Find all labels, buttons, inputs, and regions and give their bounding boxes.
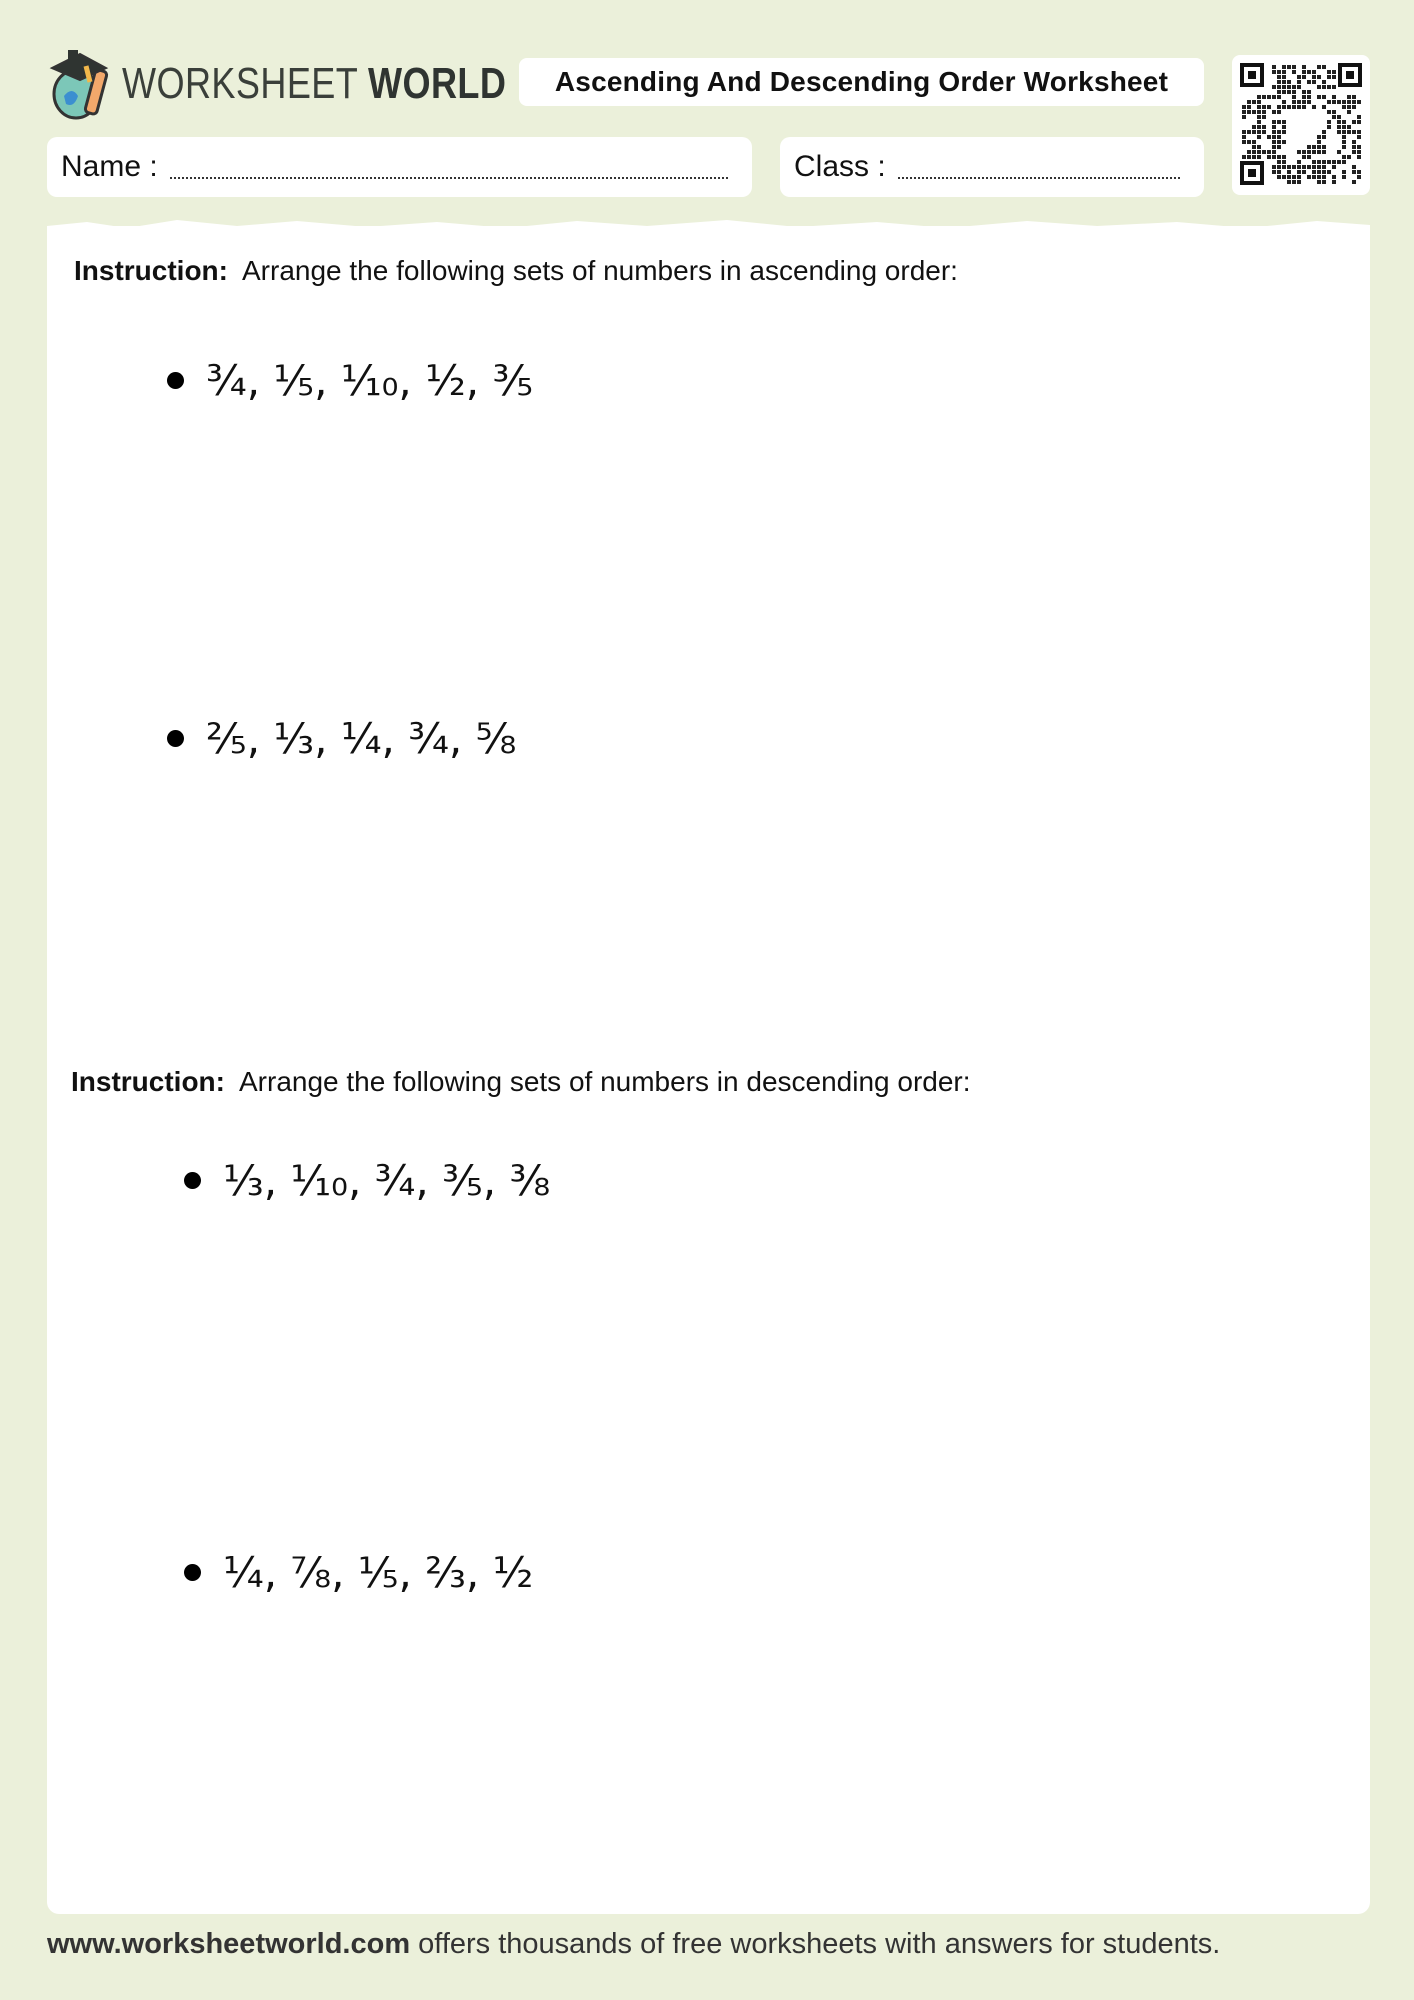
fraction-set: ⅖, ⅓, ¼, ¾, ⅝ (206, 714, 517, 763)
list-item (184, 1156, 550, 1205)
instruction-label: Instruction: (74, 255, 228, 286)
list-item (167, 356, 533, 405)
instruction-label: Instruction: (71, 1066, 225, 1097)
bullet-icon (167, 730, 184, 747)
instruction-text: Arrange the following sets of numbers in descending order: (239, 1066, 971, 1097)
bullet-icon (184, 1564, 201, 1581)
fraction-set: ¾, ⅕, ⅒, ½, ⅗ (206, 356, 534, 405)
worksheet-title: Ascending And Descending Order Worksheet (519, 58, 1204, 106)
instruction-text: Arrange the following sets of numbers in ascending order: (242, 255, 958, 286)
footer-text: offers thousands of free worksheets with answers for students. (410, 1928, 1221, 1960)
bullet-icon (167, 372, 184, 389)
brand-name-light: WORKSHEET (122, 59, 358, 108)
instruction-descending (71, 1066, 971, 1098)
qr-code-icon (1232, 55, 1370, 195)
list-item (167, 714, 516, 763)
fraction-set: ⅓, ⅒, ¾, ⅗, ⅜ (223, 1156, 551, 1205)
graduation-globe-icon (46, 46, 114, 122)
bullet-icon (184, 1172, 201, 1189)
name-label: Name : (61, 150, 158, 183)
fraction-set: ¼, ⅞, ⅕, ⅔, ½ (223, 1548, 534, 1597)
name-line (170, 177, 728, 179)
qr-code (1232, 55, 1370, 195)
class-line (898, 177, 1180, 179)
footer (47, 1928, 1220, 1961)
brand-name-bold: WORLD (368, 59, 507, 108)
name-field[interactable] (47, 137, 752, 197)
class-field[interactable] (780, 137, 1204, 197)
instruction-ascending (74, 255, 958, 287)
footer-link[interactable]: www.worksheetworld.com (47, 1928, 411, 1960)
list-item (184, 1548, 533, 1597)
brand-logo (46, 46, 591, 122)
class-label: Class : (794, 150, 886, 183)
